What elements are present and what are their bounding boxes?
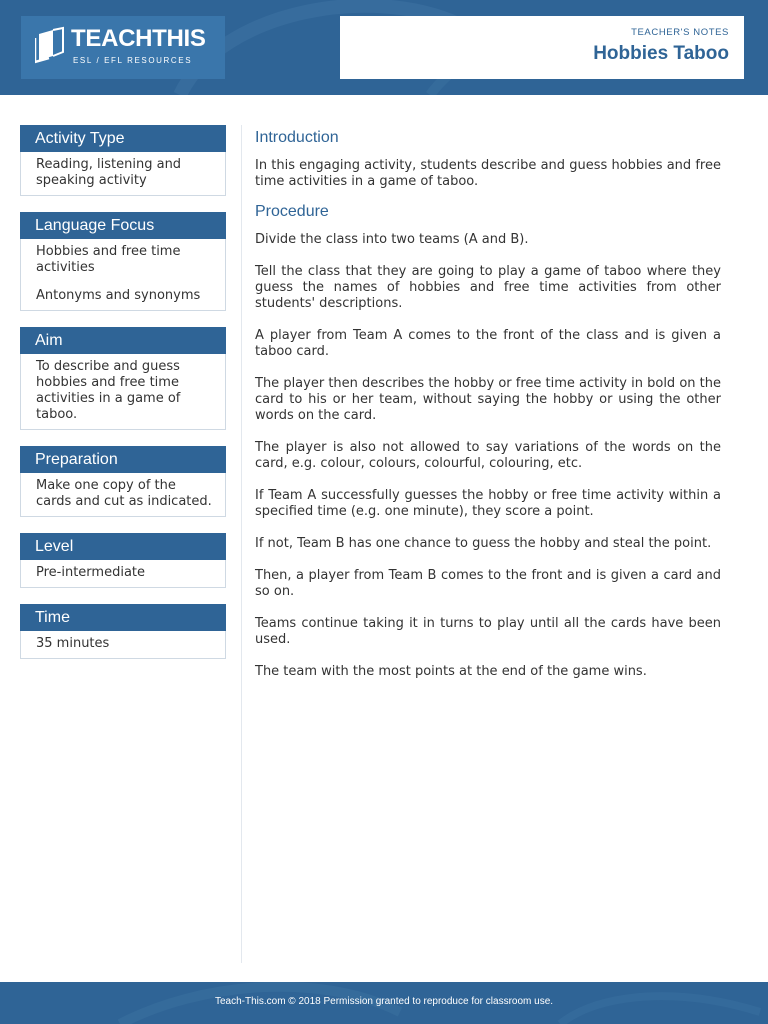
book-icon: [35, 26, 67, 64]
activity-type-section: [20, 125, 226, 196]
procedure-step: Then, a player from Team B comes to the front and is given a card and so on.: [255, 568, 721, 599]
level-text: Pre-intermediate: [36, 565, 146, 580]
procedure-step: If not, Team B has one chance to guess the hobby and steal the point.: [255, 536, 712, 551]
logo-subtitle: ESL / EFL RESOURCES: [73, 56, 193, 65]
preparation-text: Make one copy of the cards and cut as indicated.: [36, 478, 212, 509]
activity-type-body: [20, 152, 226, 196]
procedure-step: Teams continue taking it in turns to play until all the cards have been used.: [255, 616, 721, 647]
aim-text: To describe and guess hobbies and free time activities in a game of taboo.: [36, 359, 181, 422]
procedure-step: The team with the most points at the end of the game wins.: [255, 664, 647, 679]
procedure-step: The player then describes the hobby or free time activity in bold on the card to his or her team, without saying the hobby or using the other words on the card.: [255, 376, 721, 423]
logo[interactable]: [21, 16, 225, 79]
aim-heading: Aim: [20, 327, 226, 354]
language-focus-body: [20, 239, 226, 311]
teachers-notes-label: TEACHER'S NOTES: [631, 27, 729, 38]
procedure-step: The player is also not allowed to say variations of the words on the card, e.g. colour, colours, colourful, colouring, etc.: [255, 440, 721, 471]
time-text: 35 minutes: [36, 636, 110, 651]
activity-type-heading: Activity Type: [20, 125, 226, 152]
language-focus-item: Antonyms and synonyms: [36, 288, 201, 303]
page-title: Hobbies Taboo: [593, 43, 729, 64]
column-divider: [241, 125, 242, 963]
main-content: [255, 128, 721, 696]
procedure-step: Tell the class that they are going to play a game of taboo where they guess the names of hobbies and free time activities from other students' descriptions.: [255, 264, 721, 311]
time-body: [20, 631, 226, 659]
time-heading: Time: [20, 604, 226, 631]
aim-section: [20, 327, 226, 430]
footer-copyright: Teach-This.com © 2018 Permission granted to reproduce for classroom use.: [214, 996, 554, 1007]
level-heading: Level: [20, 533, 226, 560]
introduction-text: In this engaging activity, students describe and guess hobbies and free time activities in a game of taboo.: [255, 158, 721, 189]
preparation-heading: Preparation: [20, 446, 226, 473]
procedure-heading: Procedure: [255, 203, 329, 220]
language-focus-heading: Language Focus: [20, 212, 226, 239]
logo-brand-text: TEACHTHIS: [71, 25, 206, 52]
aim-body: [20, 354, 226, 430]
language-focus-section: [20, 212, 226, 311]
level-body: [20, 560, 226, 588]
procedure-step: If Team A successfully guesses the hobby or free time activity within a specified time (e.g. one minute), they score a point.: [255, 488, 721, 519]
preparation-section: [20, 446, 226, 517]
level-section: [20, 533, 226, 588]
procedure-step: Divide the class into two teams (A and B).: [255, 232, 529, 247]
activity-type-text: Reading, listening and speaking activity: [36, 157, 182, 188]
procedure-step: A player from Team A comes to the front of the class and is given a taboo card.: [255, 328, 721, 359]
title-box: [340, 16, 744, 79]
time-section: [20, 604, 226, 659]
introduction-heading: Introduction: [255, 129, 339, 146]
preparation-body: [20, 473, 226, 517]
header: [0, 0, 768, 95]
footer: [0, 982, 768, 1024]
language-focus-item: Hobbies and free time activities: [36, 244, 181, 275]
sidebar: [20, 125, 226, 675]
